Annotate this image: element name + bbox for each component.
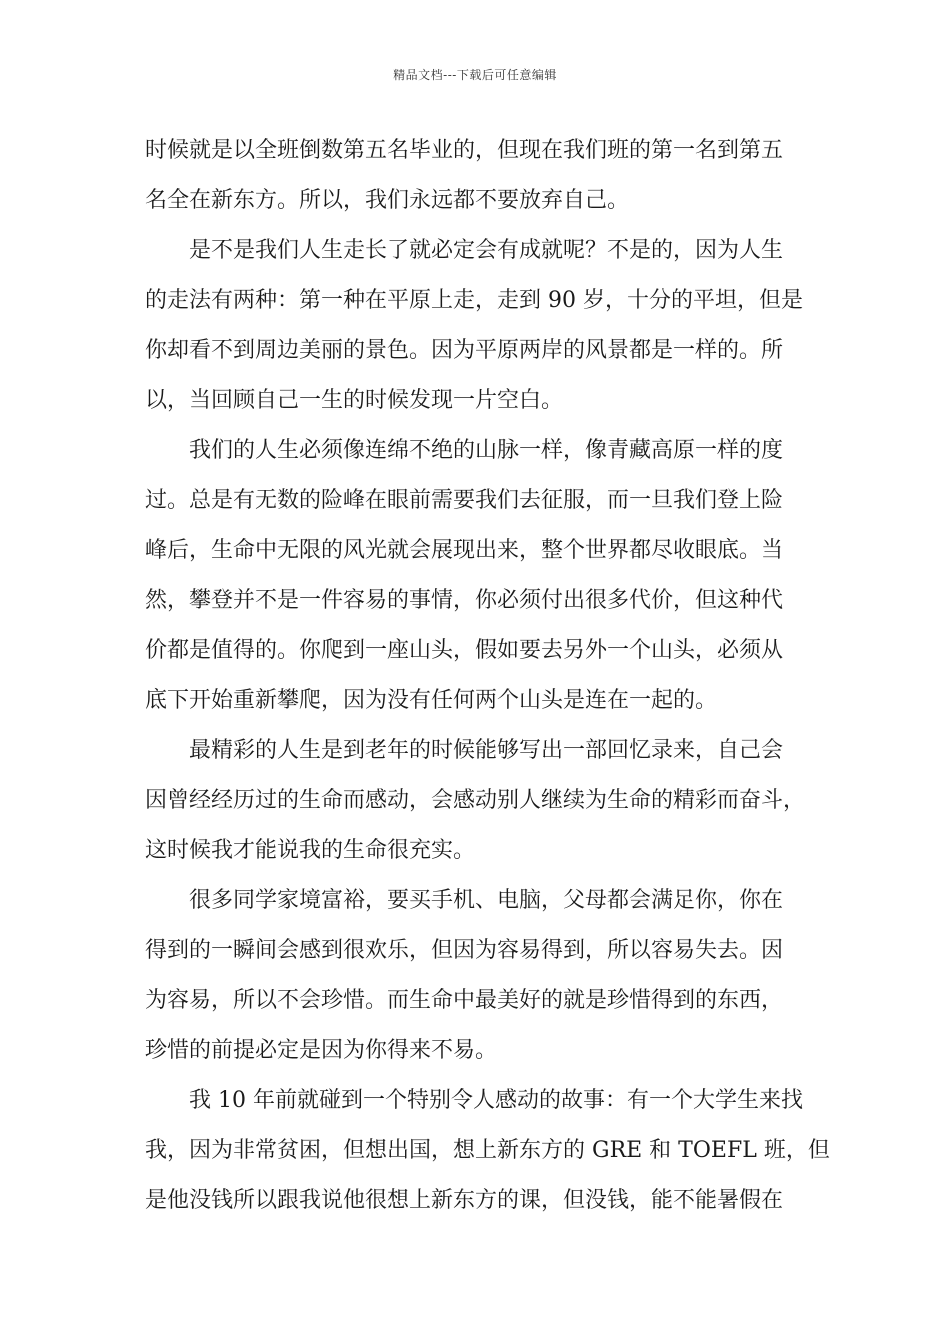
text-line: 这时候我才能说我的生命很充实。	[145, 838, 476, 863]
text-line: 底下开始重新攀爬，因为没有任何两个山头是连在一起的。	[145, 688, 718, 713]
body-text	[145, 126, 830, 1226]
text-line: 很多同学家境富裕，要买手机、电脑，父母都会满足你，你在	[145, 888, 784, 913]
paragraph	[145, 1076, 830, 1226]
text-line: 然，攀登并不是一件容易的事情，你必须付出很多代价，但这种代	[145, 588, 784, 613]
paragraph	[145, 126, 815, 226]
paragraph	[145, 226, 815, 426]
text-line: 的走法有两种：第一种在平原上走，走到 90 岁，十分的平坦，但是	[145, 288, 803, 313]
text-line: 你却看不到周边美丽的景色。因为平原两岸的风景都是一样的。所	[145, 338, 784, 363]
text-line: 我 10 年前就碰到一个特别令人感动的故事：有一个大学生来找	[145, 1088, 803, 1113]
paragraph	[145, 426, 815, 726]
text-line: 是他没钱所以跟我说他很想上新东方的课，但没钱，能不能暑假在	[145, 1188, 784, 1213]
text-line: 我们的人生必须像连绵不绝的山脉一样，像青藏高原一样的度	[145, 438, 784, 463]
paragraph	[145, 726, 815, 876]
text-line: 峰后，生命中无限的风光就会展现出来，整个世界都尽收眼底。当	[145, 538, 784, 563]
text-line: 我，因为非常贫困，但想出国，想上新东方的 GRE 和 TOEFL 班，但	[145, 1138, 830, 1163]
text-line: 过。总是有无数的险峰在眼前需要我们去征服，而一旦我们登上险	[145, 488, 784, 513]
text-line: 以，当回顾自己一生的时候发现一片空白。	[145, 388, 564, 413]
text-line: 得到的一瞬间会感到很欢乐，但因为容易得到，所以容易失去。因	[145, 938, 784, 963]
text-line: 为容易，所以不会珍惜。而生命中最美好的就是珍惜得到的东西，	[145, 988, 784, 1013]
page-header: 精品文档---下载后可任意编辑	[393, 68, 557, 82]
text-line: 因曾经经历过的生命而感动，会感动别人继续为生命的精彩而奋斗，	[145, 788, 806, 813]
paragraph	[145, 876, 815, 1076]
text-line: 珍惜的前提必定是因为你得来不易。	[145, 1038, 498, 1063]
text-line: 价都是值得的。你爬到一座山头，假如要去另外一个山头，必须从	[145, 638, 784, 663]
text-line: 最精彩的人生是到老年的时候能够写出一部回忆录来，自己会	[145, 738, 784, 763]
text-line: 是不是我们人生走长了就必定会有成就呢？不是的，因为人生	[145, 238, 784, 263]
text-line: 名全在新东方。所以，我们永远都不要放弃自己。	[145, 188, 630, 213]
text-line: 时候就是以全班倒数第五名毕业的，但现在我们班的第一名到第五	[145, 138, 784, 163]
